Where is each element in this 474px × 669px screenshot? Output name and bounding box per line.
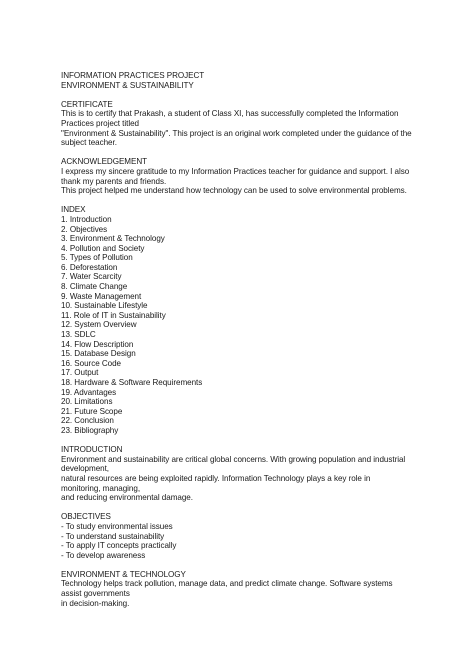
index-item: 12. System Overview [61,320,137,330]
index-item: 17. Output [61,368,99,378]
index-item: 16. Source Code [61,358,121,368]
index-item: 22. Conclusion [61,416,114,426]
index-heading: INDEX [61,205,86,215]
certificate-line: "Environment & Sustainability". This project is an original work completed under the guidance of the [61,128,412,138]
environment-technology-line: in decision-making. [61,598,130,608]
objective-item: - To understand sustainability [61,531,165,541]
index-item: 13. SDLC [61,330,96,340]
introduction-line: Environment and sustainability are critical global concerns. With growing population and industrial [61,454,406,464]
introduction-section [61,445,421,503]
index-item: 7. Water Scarcity [61,272,122,282]
index-item: 21. Future Scope [61,406,123,416]
index-item: 20. Limitations [61,397,113,407]
index-item: 1. Introduction [61,214,112,224]
certificate-line: Practices project titled [61,118,139,128]
acknowledgement-line: thank my parents and friends. [61,176,167,186]
index-item: 2. Objectives [61,224,108,234]
project-title: INFORMATION PRACTICES PROJECT [61,71,205,80]
acknowledgement-line: I express my sincere gratitude to my Information Practices teacher for guidance and support. I also [61,166,410,176]
objectives-heading: OBJECTIVES [61,512,111,522]
index-item: 5. Types of Pollution [61,253,133,263]
introduction-line: natural resources are being exploited rapidly. Information Technology plays a key role in [61,473,371,483]
acknowledgement-section [61,157,421,195]
introduction-heading: INTRODUCTION [61,445,123,455]
acknowledgement-heading: ACKNOWLEDGEMENT [61,157,148,167]
certificate-heading: CERTIFICATE [61,99,113,109]
document-page [61,71,421,608]
index-item: 23. Bibliography [61,425,119,435]
index-item: 18. Hardware & Software Requirements [61,378,203,387]
objective-item: - To apply IT concepts practically [61,541,177,551]
objective-item: - To develop awareness [61,550,146,560]
objectives-section [61,512,421,560]
title-block [61,71,421,90]
index-item: 11. Role of IT in Sustainability [61,310,166,320]
index-item: 3. Environment & Technology [61,234,165,244]
index-item: 6. Deforestation [61,262,118,272]
index-item: 14. Flow Description [61,339,134,349]
environment-technology-section [61,570,421,608]
environment-technology-heading: ENVIRONMENT & TECHNOLOGY [61,569,186,579]
certificate-line: subject teacher. [61,138,117,148]
index-item: 9. Waste Management [61,291,142,301]
index-item: 8. Climate Change [61,282,128,292]
index-section [61,205,421,435]
objective-item: - To study environmental issues [61,521,173,531]
index-item: 19. Advantages [61,387,117,397]
introduction-line: development, [61,464,109,474]
index-item: 4. Pollution and Society [61,243,145,253]
introduction-line: and reducing environmental damage. [61,493,193,503]
certificate-section [61,100,421,148]
environment-technology-line: Technology helps track pollution, manage data, and predict climate change. Software systems [61,579,393,589]
introduction-line: monitoring, managing, [61,483,141,493]
objectives-list [61,522,421,560]
environment-technology-line: assist governments [61,589,130,599]
acknowledgement-line: This project helped me understand how technology can be used to solve environmental problems. [61,186,407,196]
certificate-line: This is to certify that Prakash, a student of Class XI, has successfully completed the Information [61,109,399,119]
index-list [61,215,421,436]
project-subtitle: ENVIRONMENT & SUSTAINABILITY [61,80,194,90]
index-item: 10. Sustainable Lifestyle [61,301,148,311]
index-item: 15. Database Design [61,349,136,359]
